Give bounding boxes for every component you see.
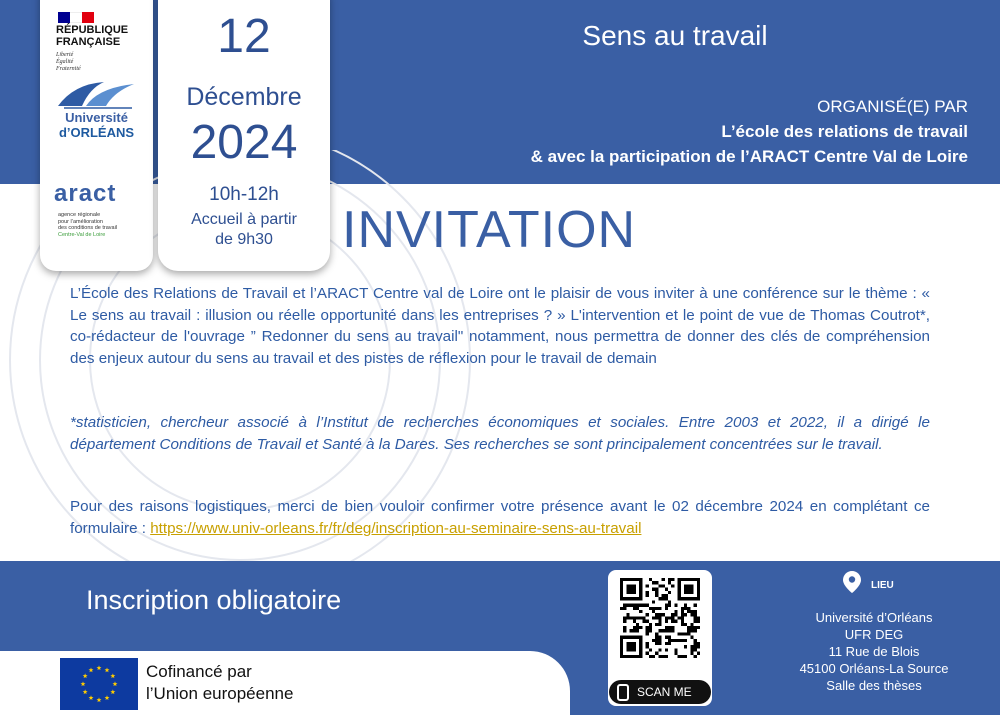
organizer-block bbox=[531, 94, 968, 169]
phone-icon bbox=[617, 684, 629, 701]
motto-egalite: Égalité bbox=[56, 59, 74, 65]
rf-motto bbox=[56, 52, 81, 73]
note-line: *statisticien, chercheur associé à l’Institut de recherches économiques et sociales. Entre 2003 et bbox=[70, 414, 781, 431]
university-line-1: Université bbox=[65, 110, 128, 125]
intro-paragraph bbox=[70, 283, 930, 369]
eu-cofunding-text bbox=[146, 661, 293, 705]
eu-line-2: l’Union européenne bbox=[146, 684, 294, 703]
event-year: 2024 bbox=[190, 116, 298, 169]
flag-white-stripe bbox=[70, 12, 82, 23]
aract-desc-region: Centre-Val de Loire bbox=[58, 231, 106, 238]
intro-line: au travail" notamment, nous permettra de donner des clés de compréhension des enjeux autour du bbox=[70, 328, 930, 367]
event-month: Décembre bbox=[186, 83, 302, 111]
university-logo-mark bbox=[54, 80, 138, 110]
welcome-time bbox=[158, 210, 330, 250]
eu-flag-icon bbox=[60, 658, 138, 710]
aract-description bbox=[58, 212, 148, 238]
aract-desc-line: agence régionale bbox=[58, 212, 101, 218]
rsvp-paragraph bbox=[70, 496, 930, 539]
qr-code[interactable] bbox=[620, 578, 700, 658]
organizer-name: L’école des relations de travail bbox=[721, 122, 968, 141]
republique-francaise-flag bbox=[58, 10, 94, 21]
note-line: principalement concentrées sur le travail. bbox=[606, 435, 883, 453]
motto-liberte: Liberté bbox=[56, 52, 74, 58]
scan-me-label: SCAN ME bbox=[637, 685, 692, 699]
link-part: https://www.univ-orleans.fr/fr/deg/inscription-au-seminaire-sens- bbox=[150, 519, 579, 537]
rf-line-2: FRANÇAISE bbox=[56, 36, 121, 48]
event-time: 10h-12h bbox=[209, 184, 279, 205]
logo-card bbox=[40, 0, 153, 271]
registration-required-label: Inscription obligatoire bbox=[86, 585, 342, 615]
welcome-line-2: de 9h30 bbox=[215, 231, 273, 248]
intro-line: conférence sur le thème : « Le sens au travail : illusion ou réelle opportunité dans les entreprises ? » bbox=[70, 285, 930, 324]
scan-me-button[interactable] bbox=[609, 680, 711, 704]
university-name bbox=[40, 110, 153, 140]
welcome-line-1: Accueil à partir bbox=[191, 211, 297, 228]
organized-by-label: ORGANISÉ(E) PAR bbox=[817, 97, 968, 116]
venue-line: Université d’Orléans bbox=[815, 610, 933, 625]
venue-address bbox=[770, 609, 978, 694]
location-pin-icon bbox=[843, 571, 861, 593]
republique-francaise-logo bbox=[56, 24, 128, 48]
venue-line: 45100 Orléans-La Source bbox=[799, 661, 949, 676]
venue-line: 11 Rue de Blois bbox=[828, 644, 920, 659]
event-day: 12 bbox=[217, 10, 271, 63]
intro-line: sens au travail et des pistes de réflexion pour le travail de demain bbox=[216, 349, 657, 367]
rsvp-line: 2024 en complétant ce formulaire : bbox=[70, 498, 930, 537]
flag-blue-stripe bbox=[58, 12, 70, 23]
rsvp-line: Pour des raisons logistiques, merci de bien vouloir confirmer votre présence avant le 02 décembre bbox=[70, 498, 763, 515]
motto-fraternite: Fraternité bbox=[56, 66, 81, 72]
registration-form-link[interactable] bbox=[150, 520, 641, 537]
speaker-note-paragraph bbox=[70, 412, 930, 455]
note-line: 2022, il a dirigé le département Conditions de Travail et Santé à la Dares. Ses recherches se sont bbox=[70, 414, 930, 453]
aract-logo: aract bbox=[54, 180, 117, 207]
event-title: Sens au travail bbox=[582, 20, 768, 51]
intro-line: L'intervention et le point de vue de Thomas Coutrot*, co-rédacteur de l'ouvrage ” Redonner du sens bbox=[70, 306, 930, 345]
rf-line-1: RÉPUBLIQUE bbox=[56, 24, 129, 36]
flag-red-stripe bbox=[82, 12, 94, 23]
university-line-2: d’ORLÉANS bbox=[58, 125, 135, 140]
venue-line: Salle des thèses bbox=[826, 678, 922, 693]
venue-label: LIEU bbox=[871, 580, 894, 591]
aract-desc-line: pour l’amélioration bbox=[58, 218, 103, 225]
participation-line: & avec la participation de l’ARACT Centre Val de Loire bbox=[530, 147, 968, 166]
link-part: au-travail bbox=[578, 519, 642, 537]
invitation-heading: INVITATION bbox=[342, 201, 637, 259]
date-card bbox=[158, 0, 330, 271]
eu-line-1: Cofinancé par bbox=[146, 662, 252, 681]
venue-line: UFR DEG bbox=[844, 627, 904, 642]
intro-line: L’École des Relations de Travail et l’ARACT Centre val de Loire ont le plaisir de vous inviter à une bbox=[70, 285, 738, 302]
aract-desc-line: des conditions de travail bbox=[58, 225, 118, 231]
